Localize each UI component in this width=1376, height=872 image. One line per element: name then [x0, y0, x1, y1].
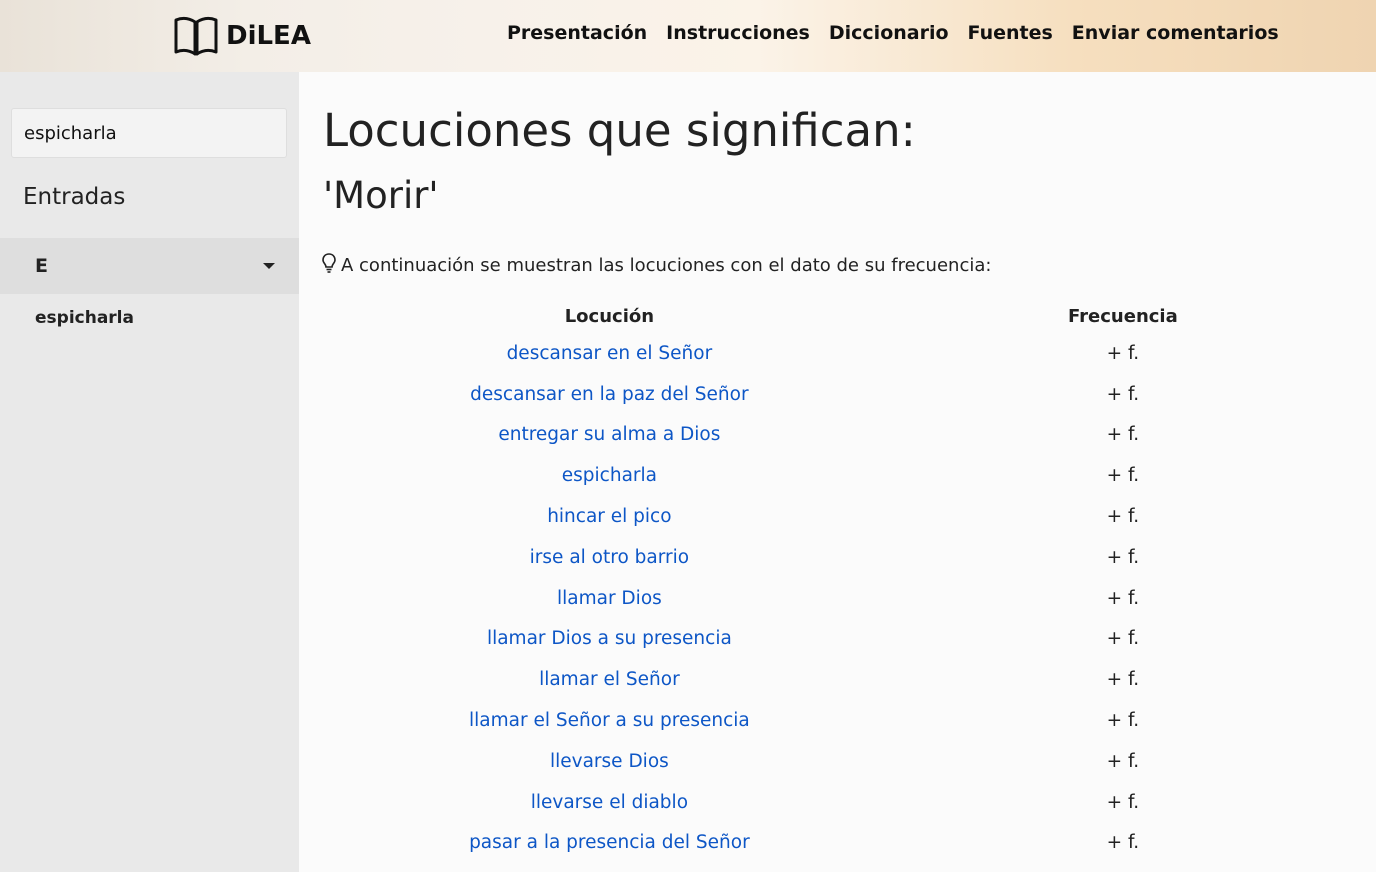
locucion-link[interactable]: descansar en la paz del Señor — [470, 383, 749, 405]
table-row — [349, 374, 1376, 415]
frecuencia-cell: + f. — [1106, 383, 1140, 405]
site-logo[interactable] — [172, 12, 311, 60]
table-row — [349, 619, 1376, 660]
locucion-cell — [349, 333, 870, 374]
table-row — [349, 823, 1376, 864]
locucion-link[interactable]: llevarse el diablo — [530, 791, 689, 813]
table-row — [349, 333, 1376, 374]
column-header-frecuencia: Frecuencia — [1068, 306, 1178, 327]
locucion-cell — [349, 823, 870, 864]
locucion-cell — [349, 741, 870, 782]
table-row — [349, 700, 1376, 741]
entries-heading: Entradas — [23, 184, 126, 210]
locucion-cell — [349, 415, 870, 456]
table-row — [349, 741, 1376, 782]
locucion-link[interactable]: llamar el Señor — [539, 669, 680, 691]
table-header-row — [349, 300, 1376, 333]
frecuencia-cell: + f. — [1106, 710, 1140, 732]
frecuencia-cell: + f. — [1106, 791, 1140, 813]
locucion-cell — [349, 659, 870, 700]
nav-presentacion[interactable]: Presentación — [507, 22, 648, 44]
table-row — [349, 659, 1376, 700]
letter-label: E — [35, 255, 48, 277]
results-body — [349, 333, 1376, 863]
frecuencia-cell: + f. — [1106, 342, 1140, 364]
locucion-cell — [349, 374, 870, 415]
locucion-link[interactable]: descansar en el Señor — [506, 342, 713, 364]
frecuencia-cell: + f. — [1106, 424, 1140, 446]
table-row — [349, 578, 1376, 619]
table-row — [349, 455, 1376, 496]
locucion-cell — [349, 537, 870, 578]
lightbulb-icon — [321, 252, 337, 279]
nav-diccionario[interactable]: Diccionario — [828, 22, 949, 44]
locucion-link[interactable]: irse al otro barrio — [529, 546, 690, 568]
locucion-cell — [349, 496, 870, 537]
info-line — [321, 252, 991, 279]
frecuencia-cell: + f. — [1106, 750, 1140, 772]
frecuencia-cell: + f. — [1106, 506, 1140, 528]
open-book-icon — [172, 12, 220, 60]
locucion-link[interactable]: pasar a la presencia del Señor — [469, 832, 750, 854]
results-table — [349, 300, 1376, 863]
locucion-link[interactable]: llamar Dios — [556, 587, 662, 609]
locucion-link[interactable]: llamar el Señor a su presencia — [469, 710, 750, 732]
search-input[interactable] — [11, 108, 287, 158]
main-nav — [507, 22, 1279, 44]
logo-text: DiLEA — [226, 21, 311, 51]
locucion-cell — [349, 578, 870, 619]
frecuencia-cell: + f. — [1106, 465, 1140, 487]
sidebar-entry-espicharla[interactable]: espicharla — [35, 308, 134, 328]
main-content — [299, 72, 1376, 872]
locucion-link[interactable]: hincar el pico — [547, 506, 672, 528]
caret-down-icon — [263, 263, 275, 269]
locucion-cell — [349, 782, 870, 823]
frecuencia-cell: + f. — [1106, 832, 1140, 854]
site-header — [0, 0, 1376, 72]
frecuencia-cell: + f. — [1106, 546, 1140, 568]
locucion-link[interactable]: espicharla — [561, 465, 657, 487]
letter-group-toggle[interactable] — [0, 238, 299, 294]
column-header-locucion: Locución — [564, 306, 655, 327]
page-subtitle: 'Morir' — [323, 174, 439, 217]
locucion-link[interactable]: llamar Dios a su presencia — [486, 628, 732, 650]
frecuencia-cell: + f. — [1106, 628, 1140, 650]
locucion-cell — [349, 619, 870, 660]
sidebar — [0, 72, 299, 872]
table-row — [349, 782, 1376, 823]
locucion-link[interactable]: llevarse Dios — [549, 750, 669, 772]
table-row — [349, 537, 1376, 578]
nav-enviar-comentarios[interactable]: Enviar comentarios — [1071, 22, 1279, 44]
nav-fuentes[interactable]: Fuentes — [967, 22, 1053, 44]
table-row — [349, 496, 1376, 537]
page-title: Locuciones que significan: — [323, 104, 916, 157]
nav-instrucciones[interactable]: Instrucciones — [666, 22, 810, 44]
frecuencia-cell: + f. — [1106, 587, 1140, 609]
locucion-cell — [349, 700, 870, 741]
locucion-link[interactable]: entregar su alma a Dios — [498, 424, 721, 446]
info-text: A continuación se muestran las locuciones con el dato de su frecuencia: — [341, 255, 992, 276]
locucion-cell — [349, 455, 870, 496]
frecuencia-cell: + f. — [1106, 669, 1140, 691]
table-row — [349, 415, 1376, 456]
